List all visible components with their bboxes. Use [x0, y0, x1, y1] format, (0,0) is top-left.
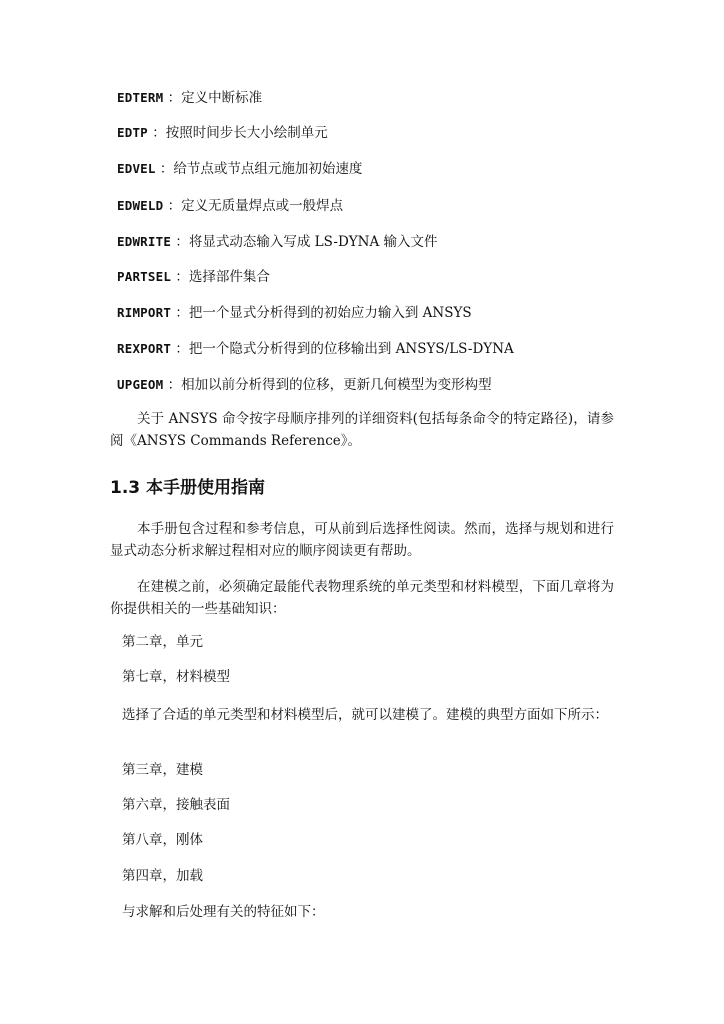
command-code: PARTSEL [117, 269, 172, 284]
solution-intro: 与求解和后处理有关的特征如下： [122, 904, 325, 920]
command-item-edtp [117, 124, 328, 142]
command-code: UPGEOM [117, 377, 164, 392]
chapter-item: 第七章，材料模型 [122, 669, 230, 685]
chapter-item: 第二章，单元 [122, 634, 203, 650]
command-code: EDTP [117, 125, 148, 140]
command-item-edterm [117, 89, 262, 107]
command-desc: ：选择部件集合 [171, 269, 270, 285]
command-desc: ：相加以前分析得到的位移，更新几何模型为变形构型 [163, 377, 492, 393]
chapter-item: 第六章，接触表面 [122, 797, 230, 813]
command-desc: ：给节点或节点组元施加初始速度 [155, 161, 363, 177]
command-code: REXPORT [117, 341, 172, 356]
chapter-item: 第三章，建模 [122, 762, 203, 778]
command-item-upgeom [117, 376, 492, 394]
command-item-rimport [117, 304, 472, 322]
command-item-edweld [117, 197, 343, 215]
modeling-paragraph: 在建模之前，必须确定最能代表物理系统的单元类型和材料模型，下面几章将为你提供相关的一些基础知识： [110, 579, 614, 617]
command-code: EDWRITE [117, 234, 172, 249]
chapter-item: 第四章，加载 [122, 868, 203, 884]
command-desc: ：把一个隐式分析得到的位移输出到 ANSYS/LS-DYNA [171, 341, 514, 357]
command-item-rexport [117, 340, 514, 358]
command-desc: ：把一个显式分析得到的初始应力输入到 ANSYS [171, 305, 472, 321]
after-select-paragraph: 选择了合适的单元类型和材料模型后，就可以建模了。建模的典型方面如下所示： [122, 707, 608, 723]
command-item-edvel [117, 160, 362, 178]
command-code: EDVEL [117, 161, 156, 176]
command-item-edwrite [117, 233, 438, 251]
command-code: RIMPORT [117, 305, 172, 320]
command-desc: ：将显式动态输入写成 LS-DYNA 输入文件 [171, 234, 438, 250]
section-heading: 1.3 本手册使用指南 [110, 478, 266, 498]
command-desc: ：定义无质量焊点或一般焊点 [163, 198, 344, 214]
command-code: EDWELD [117, 198, 164, 213]
intro-paragraph: 本手册包含过程和参考信息，可从前到后选择性阅读。然而，选择与规划和进行显式动态分析求解过程相对应的顺序阅读更有帮助。 [110, 521, 614, 559]
chapter-item: 第八章，刚体 [122, 832, 203, 848]
command-desc: ：定义中断标准 [163, 90, 263, 106]
command-desc: ：按照时间步长大小绘制单元 [147, 125, 328, 141]
command-code: EDTERM [117, 90, 164, 105]
command-item-partsel [117, 268, 270, 286]
reference-paragraph: 关于 ANSYS 命令按字母顺序排列的详细资料(包括每条命令的特定路径)，请参阅《ANSYS Commands Reference》。 [110, 411, 614, 449]
